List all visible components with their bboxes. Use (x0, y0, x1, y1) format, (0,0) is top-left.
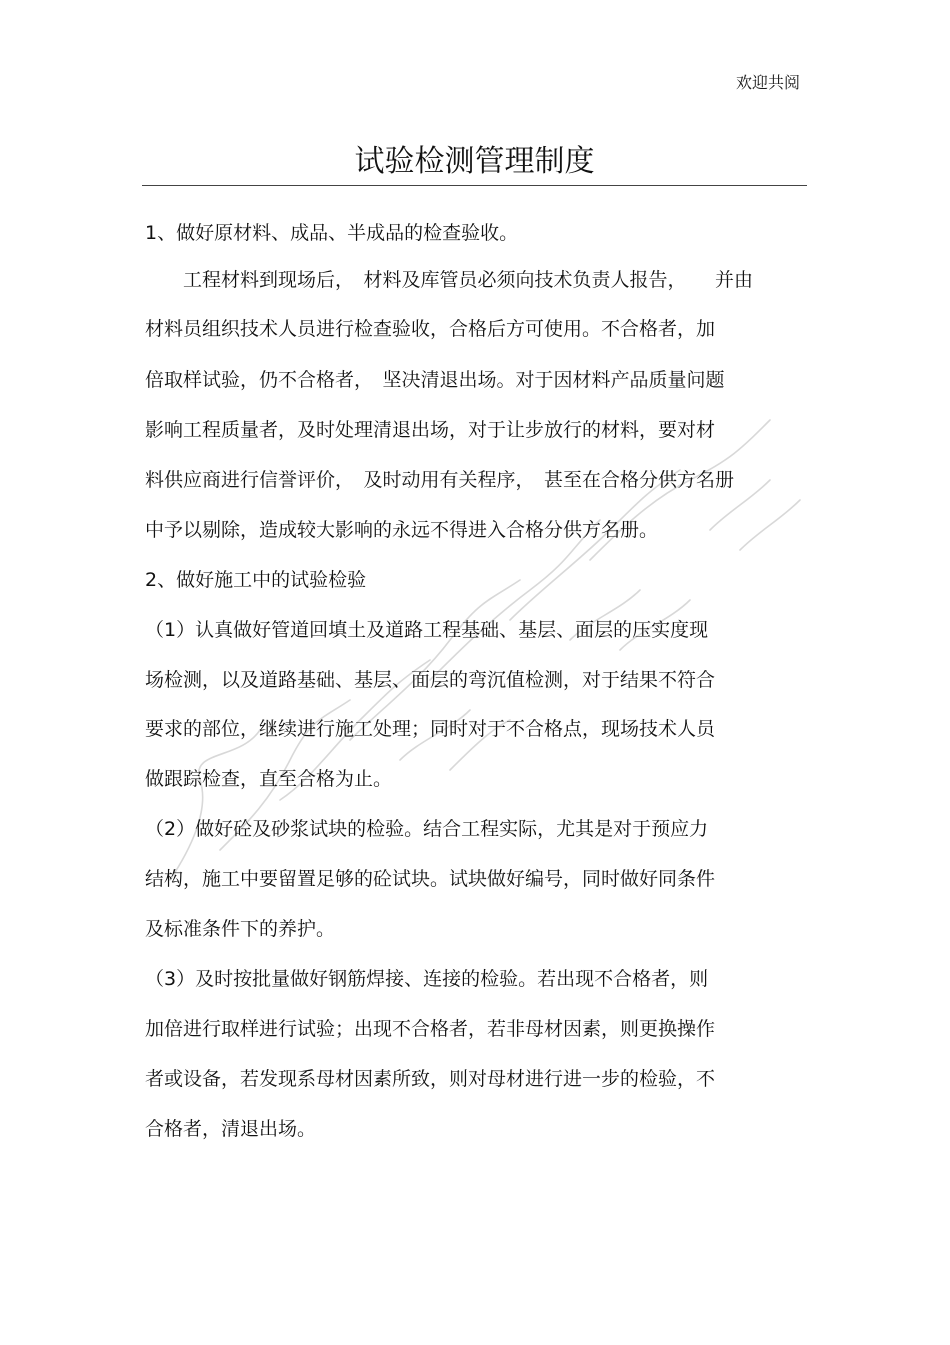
body-line: 料供应商进行信誉评价， 及时动用有关程序， 甚至在合格分供方名册 (145, 469, 735, 491)
body-line: 结构，施工中要留置足够的砼试块。试块做好编号，同时做好同条件 (145, 868, 716, 890)
body-line: 倍取样试验，仍不合格者， 坚决清退出场。对于因材料产品质量问题 (145, 369, 725, 391)
body-line: 2、做好施工中的试验检验 (145, 569, 367, 591)
body-line: 者或设备，若发现系母材因素所致，则对母材进行进一步的检验，不 (145, 1068, 716, 1090)
header-note: 欢迎共阅 (735, 73, 800, 92)
body-line: 场检测，以及道路基础、基层、面层的弯沉值检测，对于结果不符合 (145, 669, 716, 691)
body-line: 影响工程质量者，及时处理清退出场，对于让步放行的材料，要对材 (145, 419, 716, 441)
body-line: 做跟踪检查，直至合格为止。 (145, 768, 393, 790)
page-title: 试验检测管理制度 (354, 144, 595, 179)
body-line: 合格者，清退出场。 (145, 1118, 317, 1140)
body-line: 及标准条件下的养护。 (145, 918, 336, 940)
body-line: 要求的部位，继续进行施工处理；同时对于不合格点，现场技术人员 (145, 718, 716, 740)
body-line: 1、做好原材料、成品、半成品的检查验收。 (145, 222, 519, 244)
body-line: （1）认真做好管道回填土及道路工程基础、基层、面层的压实度现 (145, 619, 709, 641)
body-line: 加倍进行取样进行试验；出现不合格者，若非母材因素，则更换操作 (145, 1018, 716, 1040)
body-line: 中予以剔除，造成较大影响的永远不得进入合格分供方名册。 (145, 519, 659, 541)
body-line: 材料员组织技术人员进行检查验收，合格后方可使用。不合格者，加 (145, 318, 716, 340)
body-line: （2）做好砼及砂浆试块的检验。结合工程实际，尤其是对于预应力 (145, 818, 709, 840)
body-line: 工程材料到现场后， 材料及库管员必须向技术负责人报告， 并由 (145, 269, 754, 291)
title-divider (142, 185, 807, 186)
body-line: （3）及时按批量做好钢筋焊接、连接的检验。若出现不合格者，则 (145, 968, 709, 990)
